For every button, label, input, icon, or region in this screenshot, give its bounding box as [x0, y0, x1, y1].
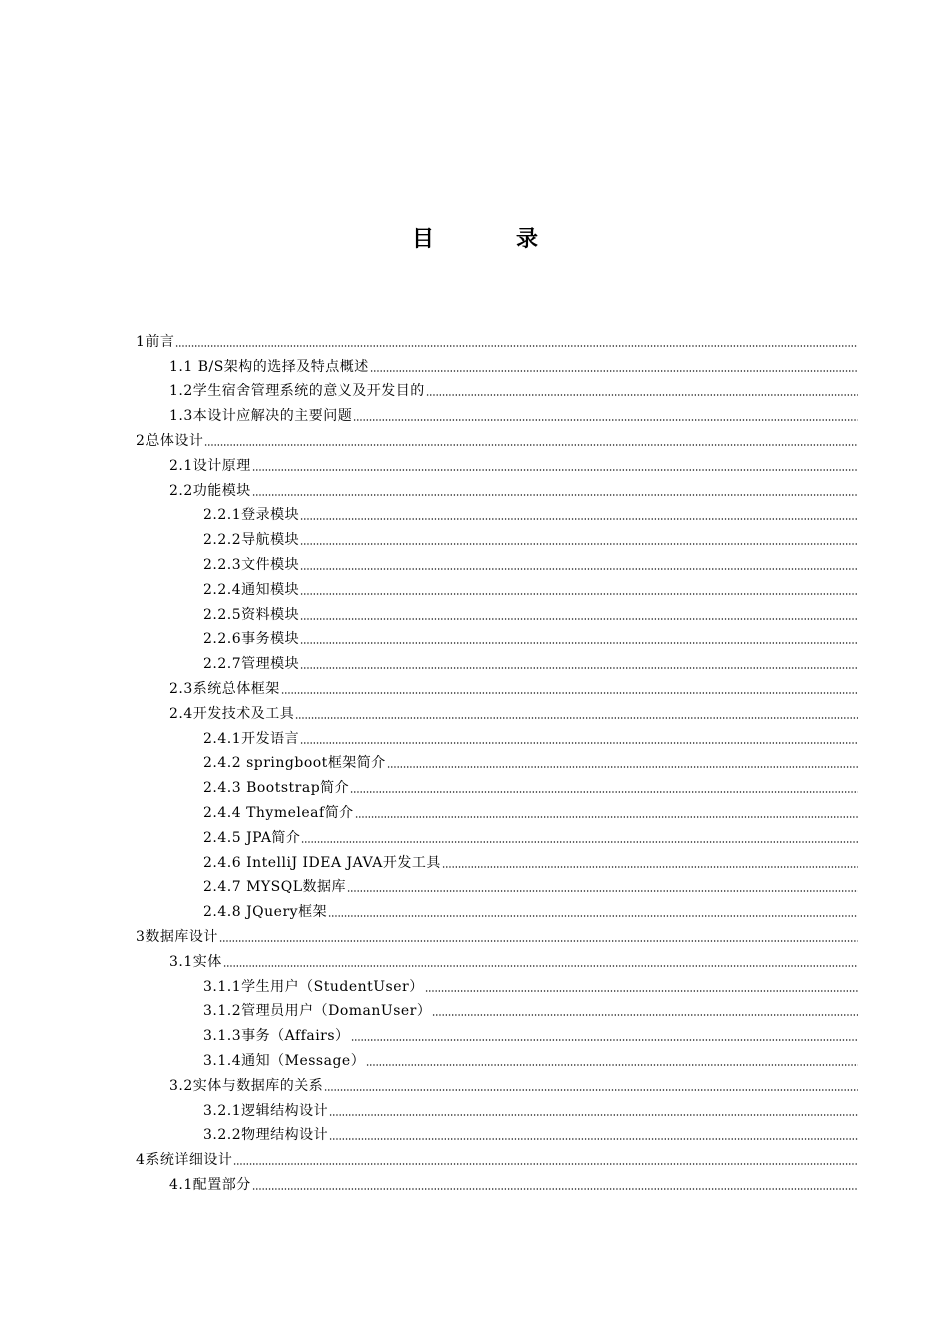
toc-entry[interactable]: [0, 1096, 950, 1121]
toc-entry-text: 2.2.3文件模块: [203, 556, 300, 573]
toc-dot-leader: [300, 741, 858, 745]
toc-dot-leader: [425, 989, 858, 993]
toc-list: [0, 327, 950, 1195]
toc-entry-text: 2.4.8 JQuery框架: [203, 904, 328, 921]
toc-entry[interactable]: [0, 749, 950, 774]
toc-entry-text: 3.1实体: [169, 953, 222, 970]
toc-dot-leader: [347, 889, 858, 893]
toc-dot-leader: [300, 641, 858, 645]
toc-dot-leader: [300, 666, 858, 670]
toc-dot-leader: [300, 567, 858, 571]
toc-dot-leader: [350, 790, 858, 794]
toc-entry-text: 2.4.4 Thymeleaf简介: [203, 804, 354, 821]
toc-entry-text: 2.3系统总体框架: [169, 680, 280, 697]
toc-dot-leader: [329, 1137, 858, 1141]
toc-entry-text: 3.2实体与数据库的关系: [169, 1077, 324, 1094]
toc-entry-text: 3数据库设计: [136, 928, 218, 945]
toc-dot-leader: [353, 418, 858, 422]
toc-entry[interactable]: [0, 476, 950, 501]
toc-entry[interactable]: [0, 600, 950, 625]
toc-entry[interactable]: [0, 724, 950, 749]
toc-entry[interactable]: [0, 327, 950, 352]
toc-entry-text: 1.2学生宿舍管理系统的意义及开发目的: [169, 383, 425, 400]
toc-entry[interactable]: [0, 501, 950, 526]
toc-entry[interactable]: [0, 1121, 950, 1146]
toc-entry-text: 2.4.1开发语言: [203, 730, 300, 747]
toc-dot-leader: [426, 393, 858, 397]
toc-entry-text: 2.4开发技术及工具: [169, 705, 295, 722]
toc-entry-text: 2.4.6 IntelliJ IDEA JAVA开发工具: [203, 854, 441, 871]
toc-entry-text: 2.4.5 JPA简介: [203, 829, 301, 846]
toc-entry[interactable]: [0, 377, 950, 402]
toc-entry[interactable]: [0, 947, 950, 972]
toc-entry-text: 2.2.1登录模块: [203, 507, 300, 524]
toc-entry[interactable]: [0, 1046, 950, 1071]
toc-dot-leader: [175, 344, 858, 348]
toc-entry-text: 2.2功能模块: [169, 482, 251, 499]
toc-dot-leader: [233, 1162, 858, 1166]
toc-entry-text: 2.4.7 MYSQL数据库: [203, 879, 347, 896]
toc-dot-leader: [223, 964, 858, 968]
toc-dot-leader: [370, 369, 858, 373]
toc-dot-leader: [252, 493, 858, 497]
toc-dot-leader: [432, 1013, 858, 1017]
toc-entry-text: 3.1.3事务（Affairs）: [203, 1028, 350, 1045]
toc-entry-text: 3.1.2管理员用户（DomanUser）: [203, 1003, 432, 1020]
toc-dot-leader: [442, 865, 858, 869]
toc-entry[interactable]: [0, 1021, 950, 1046]
toc-entry[interactable]: [0, 972, 950, 997]
toc-entry[interactable]: [0, 575, 950, 600]
toc-dot-leader: [300, 542, 858, 546]
toc-dot-leader: [252, 468, 858, 472]
toc-entry-text: 2.2.5资料模块: [203, 606, 300, 623]
toc-title: 目 录: [411, 227, 568, 252]
toc-dot-leader: [300, 617, 858, 621]
toc-entry-text: 1.1 B/S架构的选择及特点概述: [169, 358, 369, 375]
toc-entry[interactable]: [0, 873, 950, 898]
toc-entry[interactable]: [0, 649, 950, 674]
toc-entry-text: 3.1.4通知（Message）: [203, 1052, 366, 1069]
toc-entry[interactable]: [0, 525, 950, 550]
toc-dot-leader: [301, 840, 858, 844]
toc-entry-text: 2.4.3 Bootstrap简介: [203, 780, 350, 797]
toc-dot-leader: [300, 517, 858, 521]
toc-dot-leader: [281, 691, 858, 695]
toc-entry[interactable]: [0, 922, 950, 947]
toc-dot-leader: [355, 815, 858, 819]
toc-entry[interactable]: [0, 1071, 950, 1096]
toc-dot-leader: [387, 765, 858, 769]
toc-entry[interactable]: [0, 1170, 950, 1195]
toc-entry[interactable]: [0, 773, 950, 798]
toc-entry-text: 2.2.4通知模块: [203, 581, 300, 598]
toc-entry-text: 1前言: [136, 333, 175, 350]
toc-dot-leader: [300, 592, 858, 596]
toc-dot-leader: [295, 716, 858, 720]
toc-entry-text: 3.2.1逻辑结构设计: [203, 1102, 329, 1119]
toc-entry[interactable]: [0, 997, 950, 1022]
toc-dot-leader: [351, 1038, 858, 1042]
toc-entry-text: 2.2.7管理模块: [203, 656, 300, 673]
toc-entry[interactable]: [0, 451, 950, 476]
toc-entry[interactable]: [0, 674, 950, 699]
toc-entry[interactable]: [0, 798, 950, 823]
toc-entry[interactable]: [0, 352, 950, 377]
toc-entry[interactable]: [0, 699, 950, 724]
toc-entry[interactable]: [0, 1145, 950, 1170]
toc-dot-leader: [366, 1063, 858, 1067]
toc-entry-text: 4系统详细设计: [136, 1152, 233, 1169]
toc-entry-text: 3.2.2物理结构设计: [203, 1127, 329, 1144]
toc-entry-text: 4.1配置部分: [169, 1176, 251, 1193]
toc-entry[interactable]: [0, 550, 950, 575]
toc-dot-leader: [204, 443, 858, 447]
toc-dot-leader: [329, 1113, 858, 1117]
toc-entry-text: 2.2.6事务模块: [203, 631, 300, 648]
toc-entry[interactable]: [0, 401, 950, 426]
toc-entry-text: 3.1.1学生用户（StudentUser）: [203, 978, 424, 995]
toc-entry[interactable]: [0, 426, 950, 451]
toc-dot-leader: [252, 1187, 858, 1191]
toc-entry-text: 2.2.2导航模块: [203, 532, 300, 549]
toc-dot-leader: [324, 1088, 858, 1092]
toc-dot-leader: [219, 939, 858, 943]
toc-entry-text: 1.3本设计应解决的主要问题: [169, 408, 353, 425]
toc-entry[interactable]: [0, 848, 950, 873]
toc-entry-text: 2.1设计原理: [169, 457, 251, 474]
toc-entry[interactable]: [0, 625, 950, 650]
toc-entry-text: 2总体设计: [136, 432, 204, 449]
toc-entry[interactable]: [0, 823, 950, 848]
toc-entry-text: 2.4.2 springboot框架简介: [203, 755, 386, 772]
toc-entry[interactable]: [0, 897, 950, 922]
toc-dot-leader: [328, 914, 858, 918]
